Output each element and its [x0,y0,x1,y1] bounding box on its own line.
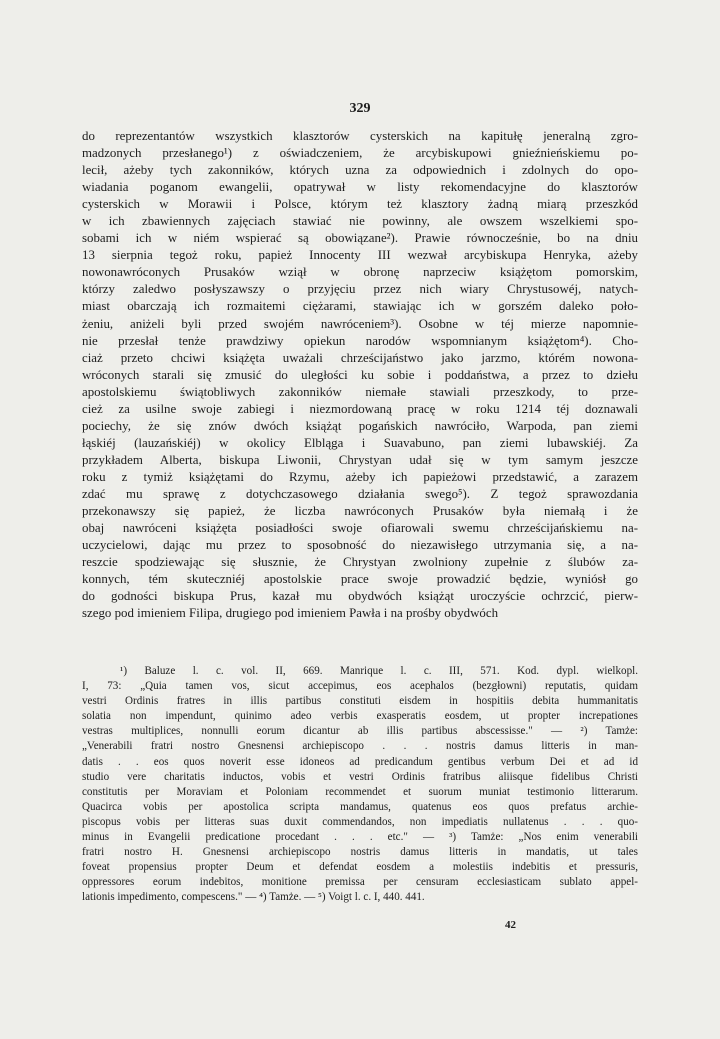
body-text-line: w ich zbawiennych zajęciach stawiać nie powinny, ale owszem wszelkiemi spo- [82,214,638,229]
body-text-line: uczycielowi, dając mu przez to sposobność do niezawisłego utrzymania się, a na- [82,538,638,553]
body-text-line: pociechy, że się znów dwóch książąt pogańskich nawróciło, Warpoda, pan ziemi [82,418,638,433]
footnote-line: fratri nostro H. Gnesnensi archiepiscopo nostris damus litteris in mandatis, ut tales [82,846,638,859]
footnote-line: I, 73: „Quia tamen vos, sicut accepimus, eos acephalos (bezgłowni) reputatis, quidam [82,680,638,693]
body-text-line: nie przesłał tenże prawdziwy opiekun narodów wspomnianym książętom⁴). Cho- [82,333,638,348]
body-text-line: przykładem Alberta, biskupa Liwonii, Chrystyan udał się w tym samym jeszcze [82,452,638,467]
footnote-line: minus in Evangelii predicatione procedant . . . etc." — ³) Tamże: „Nos enim venerabili [82,831,638,844]
footnote-line: studio vere charitatis inductos, vobis et vestri Ordinis fratribus aliisque fidelibus Christi [82,770,638,783]
footnote-line: Quacirca vobis per apostolica scripta mandamus, quatenus eos quos prefatus archie- [82,800,638,813]
body-text-line: 13 sierpnia tegoż roku, papież Innocenty III wezwał arcybiskupa Henryka, ażeby [82,248,638,263]
body-text-line: przekonawszy się papież, że liczba nawróconych Prusaków była niemałą i że [82,504,638,519]
page-number: 329 [349,101,371,116]
body-text-line: sobami ich w niém wspierać są obowiązane²). Prawie równocześnie, bo na dniu [82,231,638,246]
body-text-line: do godności biskupa Prus, kazał mu obydwóch książąt uroczyście ochrzcić, pierw- [82,589,638,604]
body-text-line: konnych, tém skuteczniéj apostolskie prace swoje prowadzić będzie, wyniósł go [82,572,638,587]
footnote-line: constitutis per Moraviam et Poloniam recommendet et suorum muniat testimonio litterarum. [82,785,638,798]
body-text-line: ciaż przeto chciwi książęta uważali chrześcijaństwo jako jarzmo, którém nowona- [82,350,638,365]
footnote-line: foveat propensius propter Deum et defendat eosdem a molestiis indebitis et pressuris, [82,861,638,874]
footnote-line: datis . . eos quos noverit esse idoneos ad predicandum gentibus verbum Dei et ad id [82,755,638,768]
footnote-line: oppressores eorum indebitos, monitione premissa per censuram ecclesiasticam sublato appel- [82,876,638,889]
body-text-line: szego pod imieniem Filipa, drugiego pod imieniem Pawła i na prośby obydwóch [82,606,499,621]
body-text-line: do reprezentantów wszystkich klasztorów cysterskich na kapitułę jeneralną zgro- [82,129,638,143]
body-text-line: którzy zaledwo posłyszawszy o przyjęciu przez nich wiary Chrystusowéj, natych- [82,282,638,297]
footnote-line: lationis impedimento, compescens." — ⁴) Tamże. — ⁵) Voigt l. c. I, 440. 441. [82,891,425,904]
body-text-line: wróconych starali się zmusić do uległości ku sobie i poddaństwa, a przez to dziełu [82,367,638,382]
footnote-line: „Venerabili fratri nostro Gnesnensi archiepiscopo . . . nostris damus litteris in man- [82,740,638,753]
main-text [82,128,638,622]
footnotes [82,664,638,906]
body-text-line: madzonych przesłanego¹) z oświadczeniem, że arcybiskupowi gnieźnieńskiemu po- [82,146,638,161]
body-text-line: cież za usilne swoje zabiegi i niezmordowaną pracę w roku 1214 téj doznawali [82,401,638,416]
body-text-line: roku z tymiż książętami do Rzymu, ażeby ich papieżowi przedstawić, a zarazem [82,469,638,484]
body-text-line: apostolskiemu świątobliwych zakonników niemałe stawiali przeszkody, to prze- [82,384,638,399]
body-text-line: nowonawróconych Prusaków wziął w obronę naprzeciw książętom pomorskim, [82,265,638,280]
footnote-line: ¹) Baluze l. c. vol. II, 669. Manrique l. c. III, 571. Kod. dypl. wielkopl. [120,665,638,677]
body-text-line: obaj nawróceni książęta posiadłości swoje ofiarowali swemu chrześcijańskiemu na- [82,521,638,536]
footnote-line: vestri Ordinis fratres in illis partibus constituti eisdem in hospitiis debita hummanitatis [82,695,638,708]
body-text-line: żeniu, aniżeli byli przed swojém nawróceniem³). Osobne w téj mierze napomnie- [82,316,638,331]
body-text-line: miast obarczają ich rozmaitemi ciężarami, stawiając ich w gorszém daleko poło- [82,299,638,314]
body-text-line: wiadania poganom ewangelii, opatrywał w listy rekomendacyjne do klasztorów [82,180,638,195]
footnote-line: piscopus vobis per litteras suas duxit commendandos, non impediatis nullatenus . . . quo- [82,815,638,828]
body-text-line: łąskiéj (lauzańskiéj) w okolicy Elbląga i Suavabuno, pan ziemi lubawskiéj. Za [82,435,638,450]
signature-mark: 42 [505,919,516,931]
body-text-line: reszcie spodziewając się słusznie, że Chrystyan zwolniony zupełnie z ślubów za- [82,555,638,570]
body-text-line: lecił, ażeby tych zakonników, których uzna za odpowiednich i zdolnych do opo- [82,163,638,178]
footnote-line: solatia non impendunt, quinimo adeo verbis exasperatis eosdem, ut propter increpationes [82,710,638,723]
body-text-line: zdać mu sprawę z dotychczasowego działania swego⁵). Z tegoż sprawozdania [82,486,638,501]
footnote-line: vestras multiplices, nonnulli eorum dicantur ab illis partibus abscessisse." — ²) Tamże: [82,725,638,738]
body-text-line: cysterskich w Morawii i Polsce, którym też klasztory żadną miarą przeszkód [82,197,638,212]
